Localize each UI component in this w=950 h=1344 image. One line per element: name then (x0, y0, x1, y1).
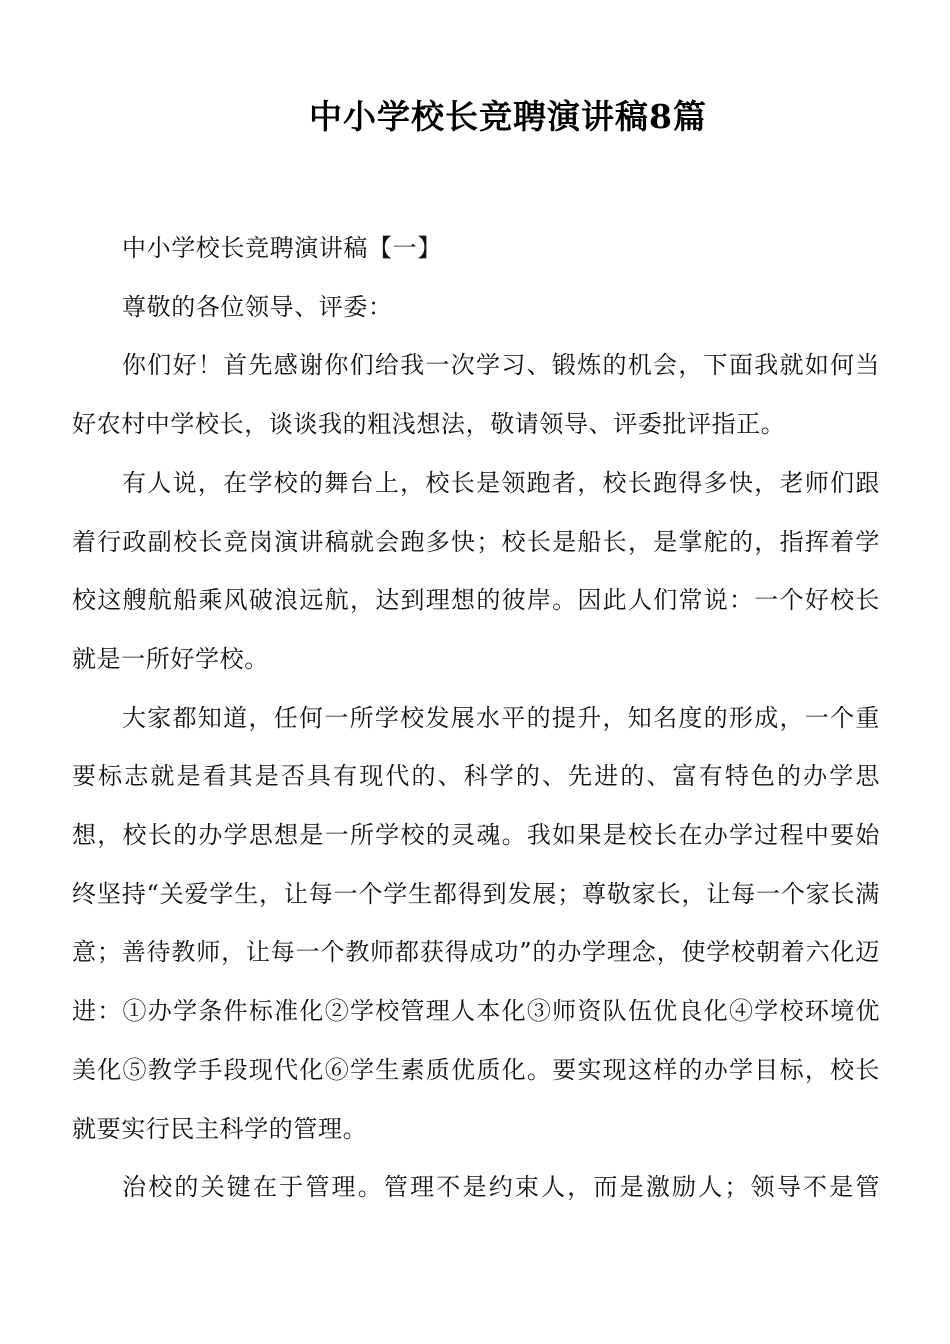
salutation: 尊敬的各位领导、评委： (122, 292, 393, 321)
document-body (72, 219, 880, 1217)
paragraph-school-philosophy: 大家都知道，任何一所学校发展水平的提升，知名度的形成，一个重要标志就是看其是否具有现代的、科学的、先进的、富有特色的办学思想，校长的办学思想是一所学校的灵魂。我如果是校长在办学过程中要始终坚持“关爱学生，让每一个学生都得到发展；尊敬家长，让每一个家长满意；善待教师，让每一个教师都获得成功”的办学理念，使学校朝着六化迈进：①办学条件标准化②学校管理人本化③师资队伍优良化④学校环境优美化⑤教学手段现代化⑥学生素质优质化。要实现这样的办学目标，校长就要实行民主科学的管理。 (72, 703, 880, 1143)
document-title: 中小学校长竞聘演讲稿8篇 (309, 97, 707, 136)
speech-heading: 中小学校长竞聘演讲稿【一】 (122, 234, 442, 262)
paragraph-management: 治校的关键在于管理。管理不是约束人，而是激励人；领导不是管 (122, 1173, 880, 1202)
paragraph-principal-role: 有人说，在学校的舞台上，校长是领跑者，校长跑得多快，老师们跟着行政副校长竞岗演讲稿就会跑多快；校长是船长，是掌舵的，指挥着学校这艘航船乘风破浪远航，达到理想的彼岸。因此人们常说：一个好校长就是一所好学校。 (72, 468, 880, 673)
paragraph-greeting: 你们好！首先感谢你们给我一次学习、锻炼的机会，下面我就如何当好农村中学校长，谈谈我的粗浅想法，敬请领导、评委批评指正。 (72, 351, 880, 439)
